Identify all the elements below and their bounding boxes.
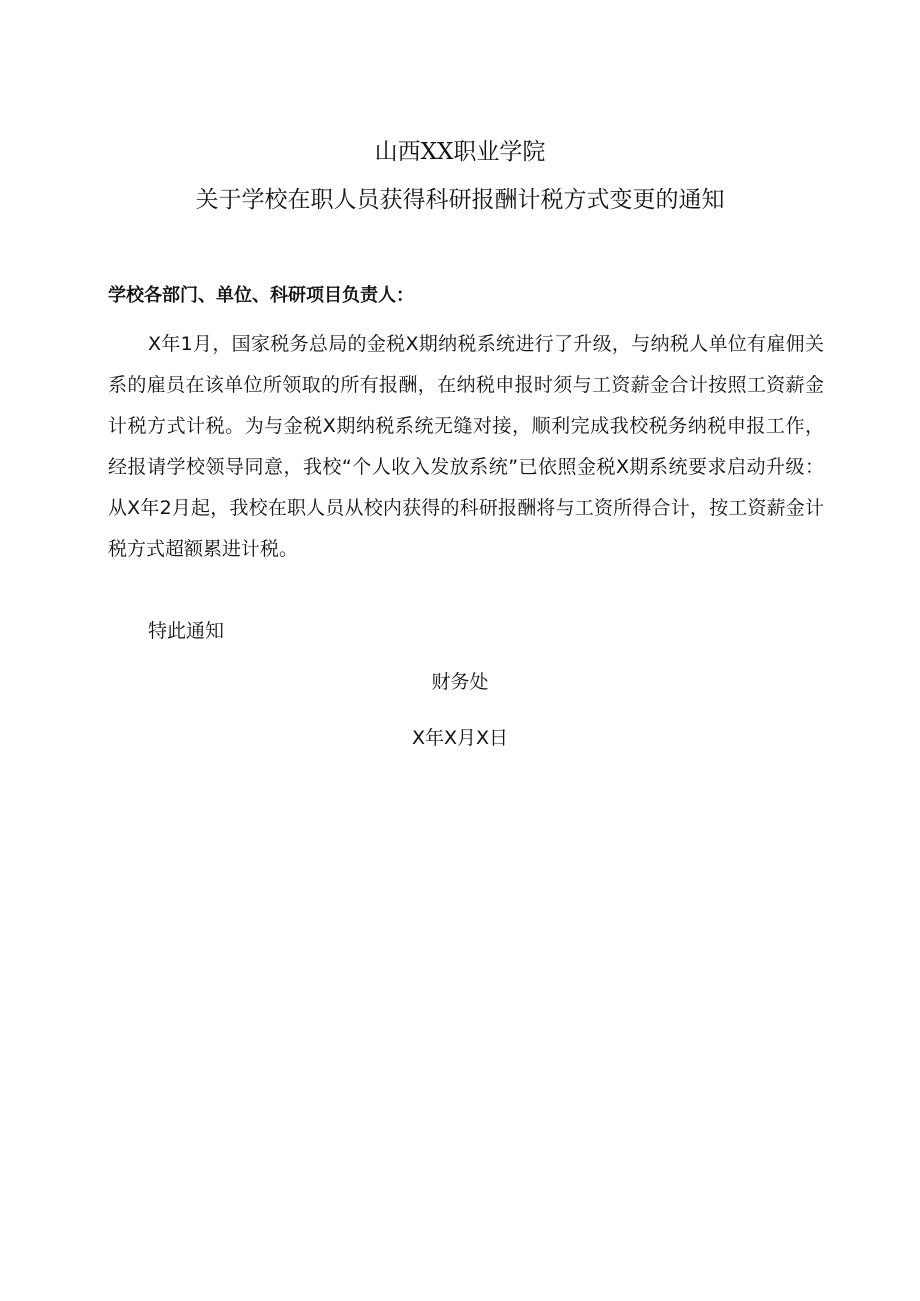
document-title-institution: 山西XX职业学院 — [374, 139, 546, 165]
body-paragraph: X年1月，国家税务总局的金税X期纳税系统进行了升级，与纳税人单位有雇佣关系的雇员在该单位所领取的所有报酬，在纳税申报时须与工资薪金合计按照工资薪金计税方式计税。为与金税X期纳税系统无缝对接，顺利完成我校税务纳税申报工作，经报请学校领导同意，我校“个人收入发放系统”已依照金税X期系统要求启动升级：从X年2月起，我校在职人员从校内获得的科研报酬将与工资所得合计，按工资薪金计税方式超额累进计税。 — [108, 333, 824, 560]
closing-remark: 特此通知 — [148, 620, 225, 642]
salutation: 学校各部门、单位、科研项目负责人： — [108, 285, 414, 306]
signing-date: X年X月X日 — [411, 727, 509, 749]
signer-department: 财务处 — [431, 671, 489, 693]
document-title-notice: 关于学校在职人员获得科研报酬计税方式变更的通知 — [195, 187, 725, 213]
